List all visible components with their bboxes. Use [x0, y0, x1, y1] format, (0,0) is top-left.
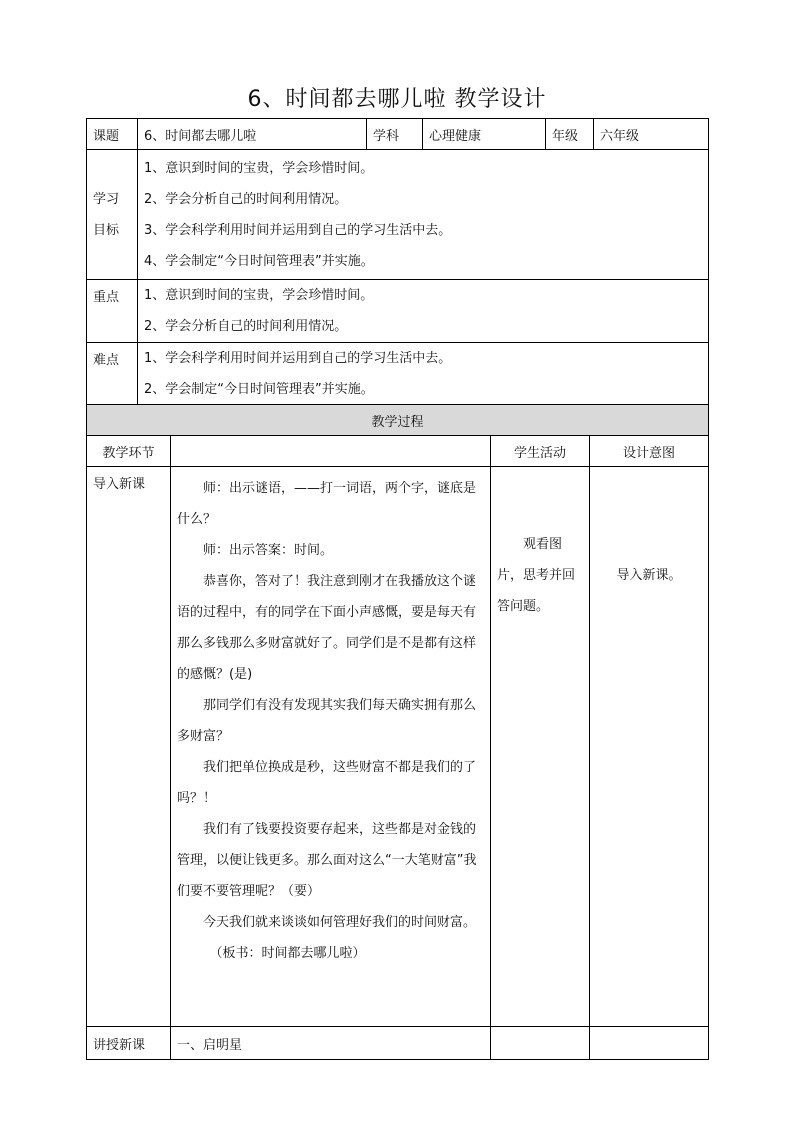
page-title: 6、时间都去哪儿啦 教学设计 — [247, 87, 547, 112]
intro-paragraph: 那同学们有没有发现其实我们每天确实拥有那么多财富？ — [177, 698, 477, 744]
intro-paragraph: 师：出示答案：时间。 — [203, 543, 334, 558]
topic-label: 课题 — [87, 119, 138, 150]
info-row — [87, 119, 709, 150]
intro-student-activity: 观看图片，思考并回答问题。 — [491, 467, 590, 1027]
intro-paragraph: 恭喜你，答对了！我注意到刚才在我播放这个谜语的过程中，有的同学在下面小声感慨，要是每天有那么多钱那么多财富就好了。同学们是不是都有这样的感慨？(是) — [177, 574, 477, 682]
col-intent-header: 设计意图 — [590, 436, 709, 467]
subject-value: 心理健康 — [423, 119, 546, 150]
lecture-row — [87, 1027, 709, 1060]
goal-item: 3、学会科学利用时间并运用到自己的学习生活中去。 — [144, 222, 452, 238]
grade-label: 年级 — [546, 119, 594, 150]
intro-stage: 导入新课 — [87, 467, 171, 1027]
process-header: 教学过程 — [87, 405, 709, 436]
topic-value: 6、时间都去哪儿啦 — [138, 119, 367, 150]
goal-item: 2、学会分析自己的时间利用情况。 — [144, 191, 348, 207]
goals-list — [138, 150, 709, 280]
goals-label: 学习目标 — [87, 150, 138, 280]
lesson-info-table — [86, 118, 709, 406]
subject-label: 学科 — [367, 119, 423, 150]
intro-row — [87, 467, 709, 1027]
key-points-label: 重点 — [87, 280, 138, 343]
process-header-row — [87, 405, 709, 436]
lecture-stage: 讲授新课 — [87, 1027, 171, 1060]
difficulties-row — [87, 343, 709, 406]
goal-item: 4、学会制定“今日时间管理表”并实施。 — [144, 253, 374, 269]
lecture-student-activity — [491, 1027, 590, 1060]
goals-row — [87, 150, 709, 280]
lecture-content: 一、启明星 — [171, 1027, 491, 1060]
intro-paragraph: 我们有了钱要投资要存起来，这些都是对金钱的管理，以便让钱更多。那么面对这么“一大笔财富”我们要不要管理呢？（要） — [177, 822, 477, 899]
col-content-header — [171, 436, 491, 467]
grade-value: 六年级 — [594, 119, 709, 150]
intro-paragraph: 今天我们就来谈谈如何管理好我们的时间财富。 — [203, 915, 477, 930]
intro-intent: 导入新课。 — [590, 467, 709, 1027]
key-point-item: 2、学会分析自己的时间利用情况。 — [144, 319, 348, 334]
difficulties-list — [138, 343, 709, 406]
difficulties-label: 难点 — [87, 343, 138, 406]
difficulty-item: 1、学会科学利用时间并运用到自己的学习生活中去。 — [144, 351, 452, 366]
intro-content — [171, 467, 491, 1027]
goal-item: 1、意识到时间的宝贵，学会珍惜时间。 — [144, 160, 374, 176]
key-point-item: 1、意识到时间的宝贵，学会珍惜时间。 — [144, 288, 374, 303]
board-note: （板书：时间都去哪儿啦） — [209, 946, 366, 961]
col-student-header: 学生活动 — [491, 436, 590, 467]
col-stage-header: 教学环节 — [87, 436, 171, 467]
teaching-process-table — [86, 404, 709, 1060]
difficulty-item: 2、学会制定“今日时间管理表”并实施。 — [144, 382, 374, 397]
intro-paragraph: 师：出示谜语，——打一词语，两个字，谜底是什么？ — [177, 481, 477, 527]
process-columns-row — [87, 436, 709, 467]
key-points-list — [138, 280, 709, 343]
intro-paragraph: 我们把单位换成是秒，这些财富不都是我们的了吗？！ — [177, 760, 477, 806]
key-points-row — [87, 280, 709, 343]
lecture-intent — [590, 1027, 709, 1060]
